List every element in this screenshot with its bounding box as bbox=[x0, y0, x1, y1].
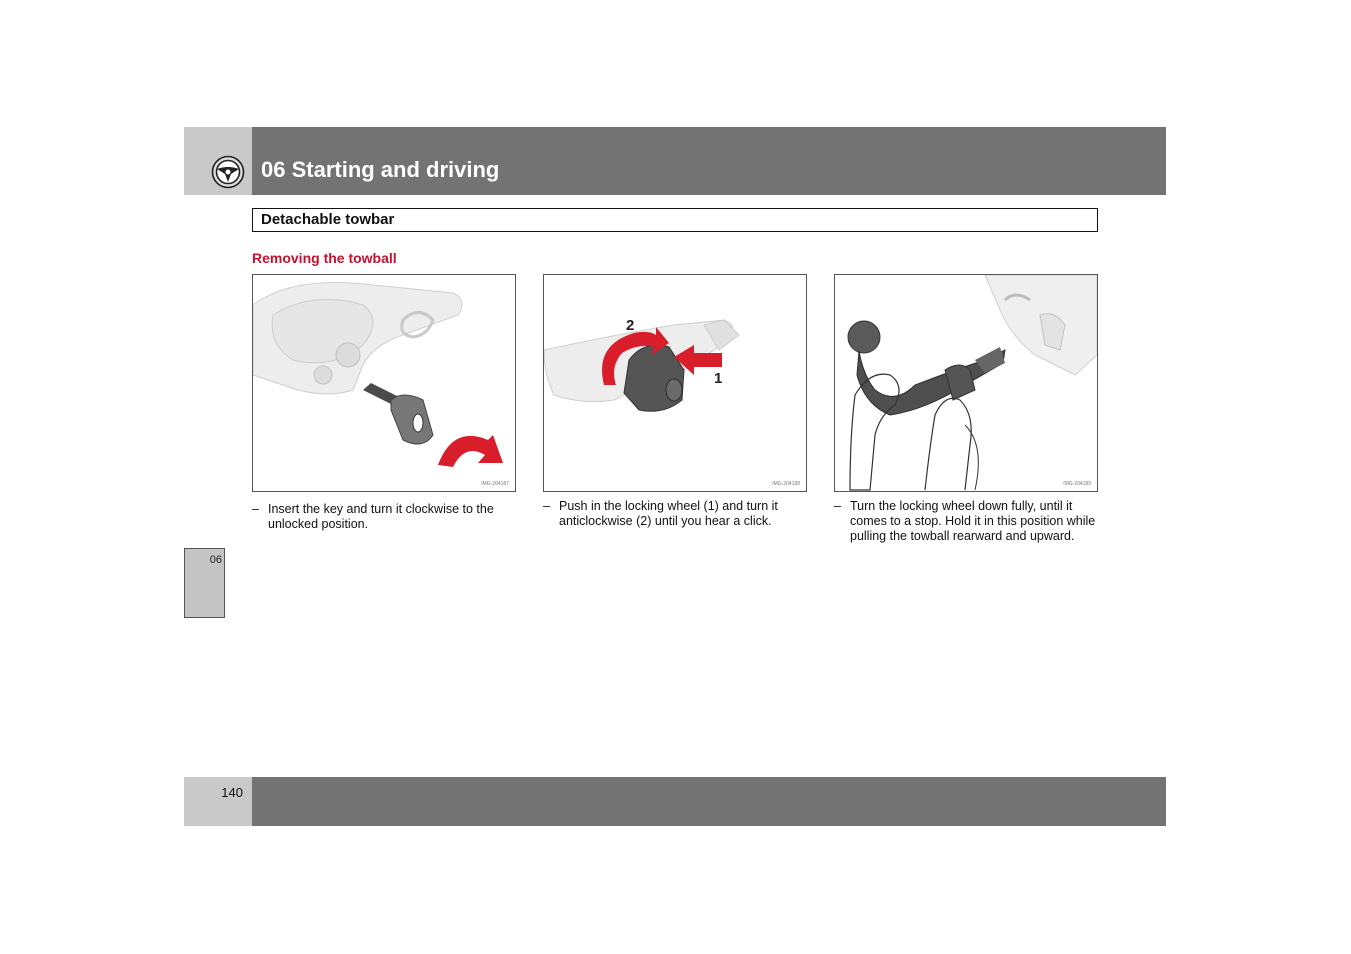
chapter-side-tab bbox=[184, 548, 225, 618]
subheading: Removing the towball bbox=[252, 250, 397, 266]
step-1 bbox=[252, 502, 516, 532]
section-title-box bbox=[252, 208, 1098, 232]
label-2: 2 bbox=[626, 317, 635, 334]
figure-code: IMG-204187 bbox=[481, 481, 509, 487]
step-text: Turn the locking wheel down fully, until it comes to a stop. Hold it in this position while pulling the towball rearward and upward. bbox=[850, 499, 1096, 543]
step-text: Push in the locking wheel (1) and turn it anticlockwise (2) until you hear a click. bbox=[559, 499, 778, 528]
figure-code: IMG-204189 bbox=[1063, 481, 1091, 487]
figure-locking-wheel bbox=[543, 274, 807, 492]
label-1: 1 bbox=[714, 370, 723, 387]
footer-bar bbox=[252, 777, 1166, 826]
step-dash: – bbox=[834, 499, 841, 513]
figure-key-unlock bbox=[252, 274, 516, 492]
figure-remove-towball bbox=[834, 274, 1098, 492]
step-2 bbox=[543, 499, 807, 529]
figure-code: IMG-204188 bbox=[772, 481, 800, 487]
page-number: 140 bbox=[221, 785, 243, 800]
section-title: Detachable towbar bbox=[261, 211, 395, 228]
footer-page-box bbox=[184, 777, 252, 826]
towball-illustration bbox=[835, 275, 1097, 491]
side-tab-label: 06 bbox=[209, 554, 222, 566]
step-dash: – bbox=[252, 502, 259, 516]
step-text: Insert the key and turn it clockwise to the unlocked position. bbox=[268, 502, 494, 531]
key-illustration bbox=[253, 275, 515, 491]
step-dash: – bbox=[543, 499, 550, 513]
steering-wheel-icon bbox=[211, 155, 245, 189]
header-bar bbox=[252, 127, 1166, 195]
locking-wheel-illustration bbox=[544, 275, 806, 491]
chapter-title: 06 Starting and driving bbox=[261, 157, 500, 182]
step-3 bbox=[834, 499, 1098, 544]
